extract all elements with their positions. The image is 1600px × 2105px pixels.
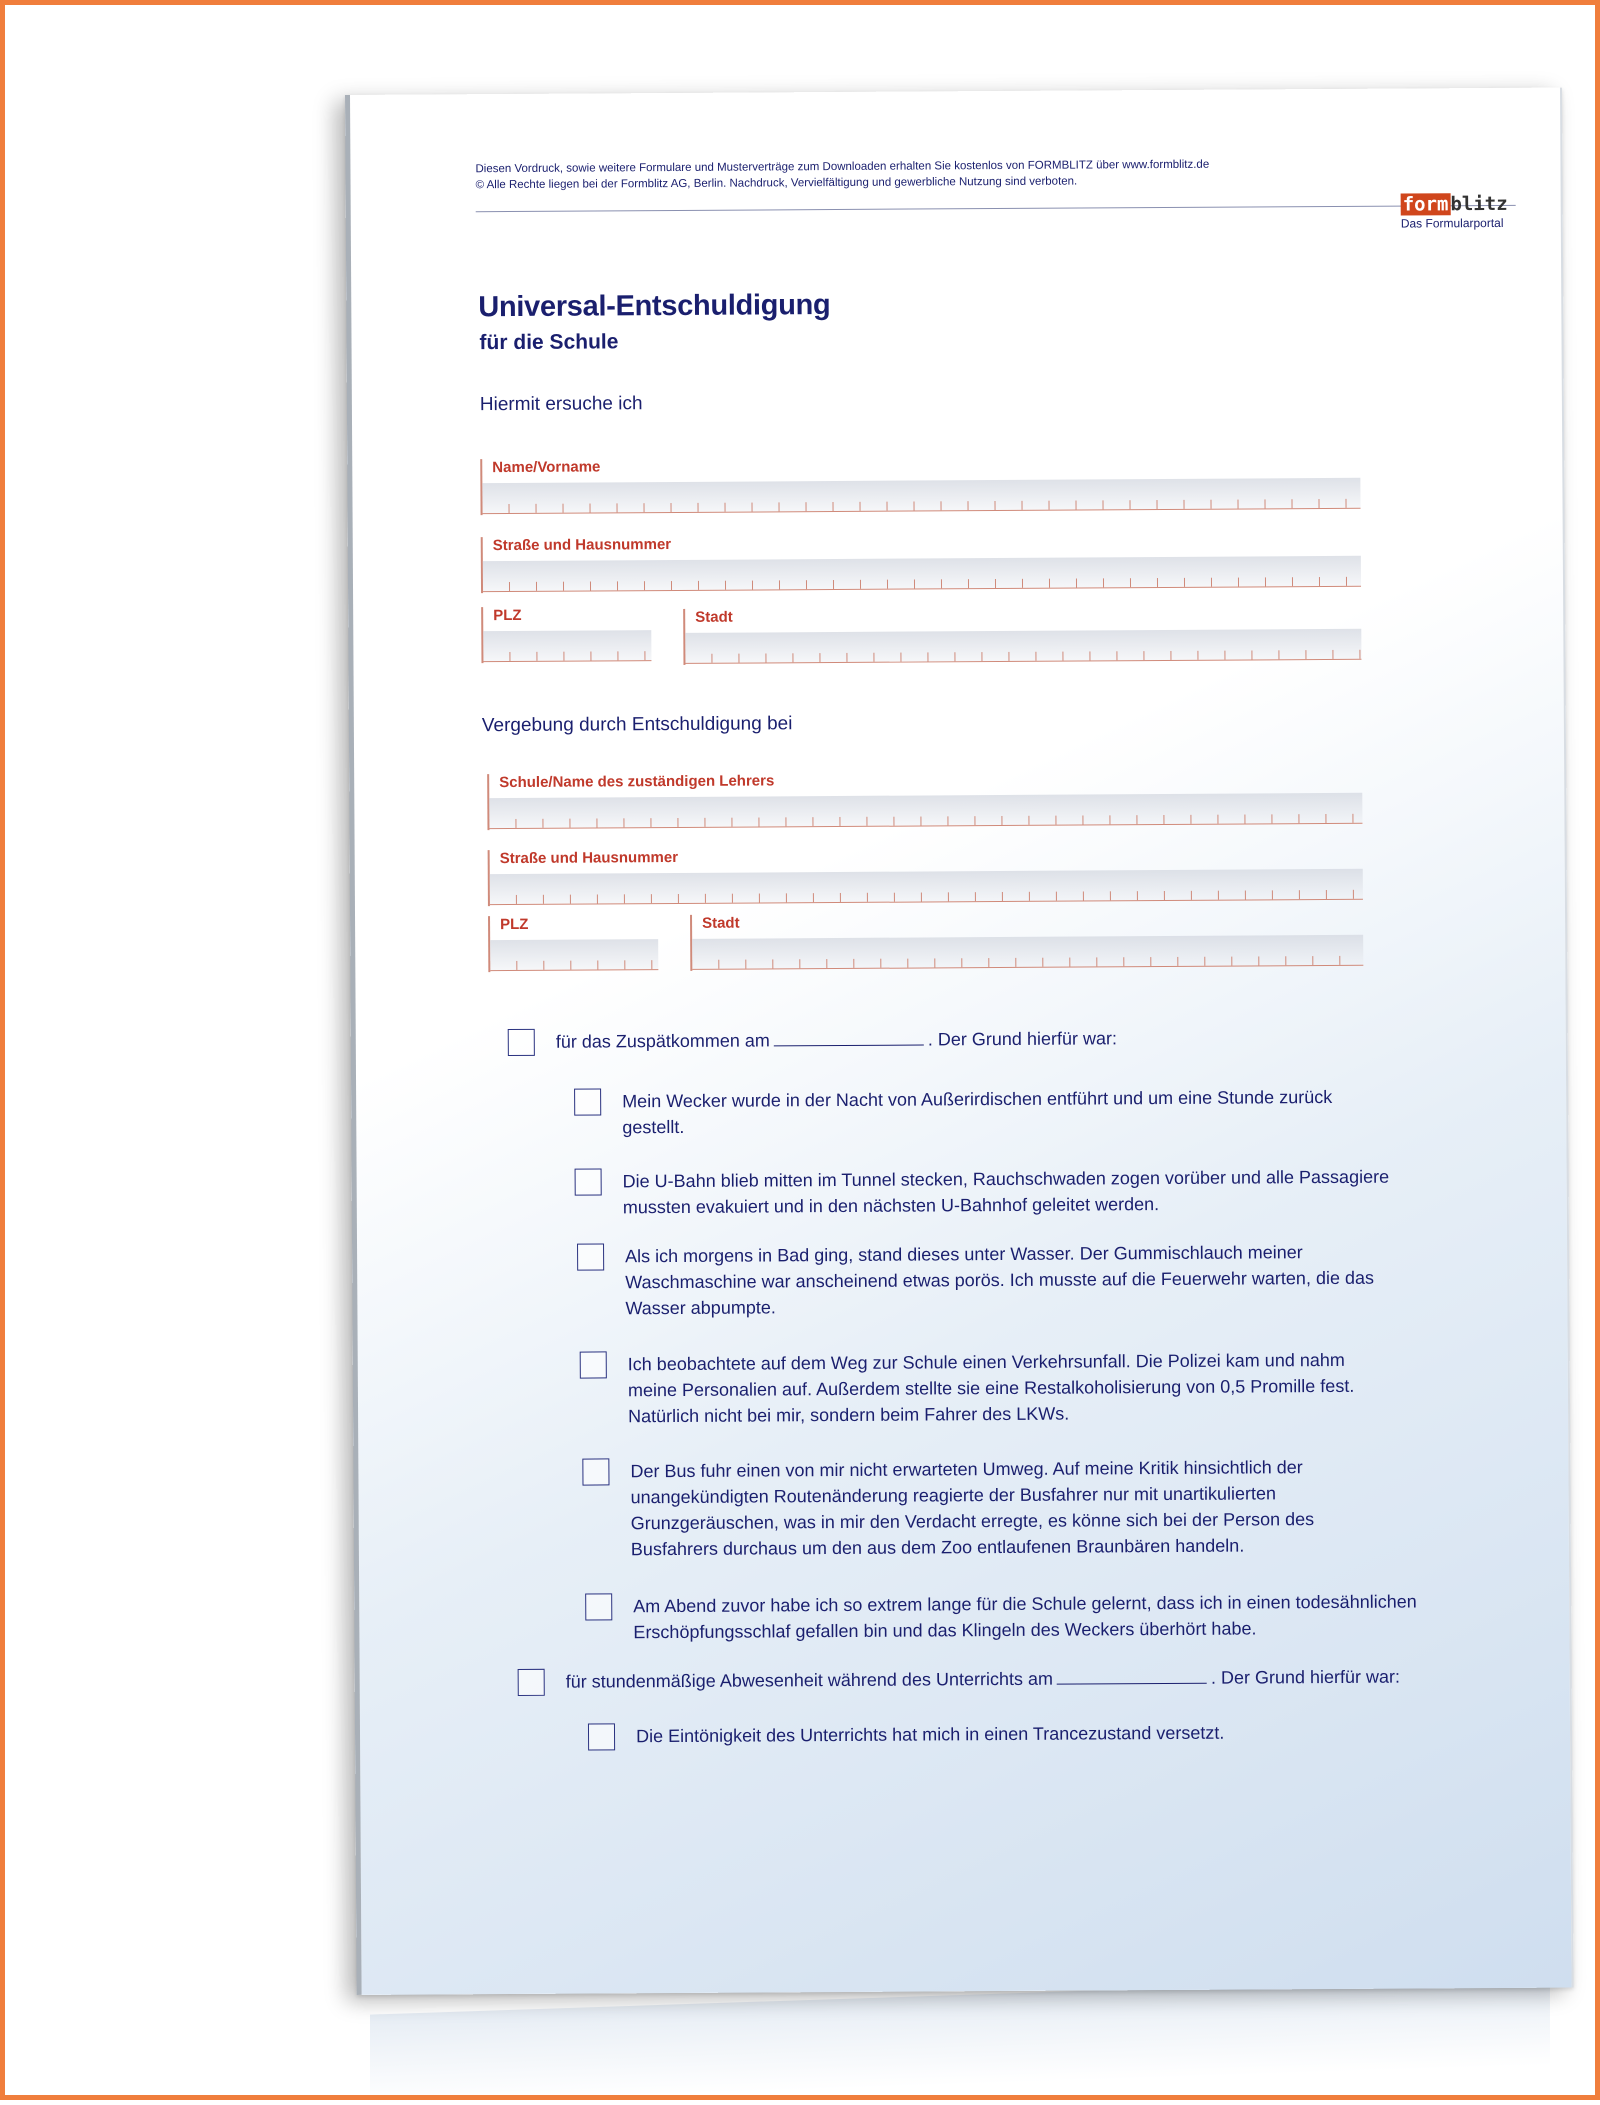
recipient-zip-label: PLZ [500, 915, 529, 934]
copyright-header [475, 157, 1245, 194]
recipient-street-field[interactable] [488, 845, 1363, 906]
reason-checkbox[interactable] [574, 1088, 601, 1115]
reason-text: Am Abend zuvor habe ich so extrem lange für die Schule gelernt, dass ich in einen todesähnlichen Erschöpfungsschlaf gefallen bin und das Klingeln des Weckers überhört habe. [633, 1591, 1417, 1643]
reason-text: Der Bus fuhr einen von mir nicht erwarteten Umweg. Auf meine Kritik hinsichtlich der unangekündigten Routenänderung reagierte der Busfahrer nur mit unartikulierten Grunzgeräuschen, was in mir den Verdacht erregte, es könne sich bei der Person des Busfahrers durchaus um den aus dem Zoo entlaufenen Braunbären handeln. [630, 1457, 1315, 1560]
reason-item[interactable] [585, 1588, 1425, 1653]
absence-date-blank[interactable] [1057, 1667, 1207, 1685]
document-subtitle: für die Schule [479, 330, 619, 355]
sender-name-label: Name/Vorname [492, 458, 601, 477]
sender-city-field[interactable] [683, 605, 1361, 665]
absence-label-suffix: . Der Grund hierfür war: [1210, 1666, 1401, 1688]
header-divider [476, 205, 1516, 212]
reason-text: Die U-Bahn blieb mitten im Tunnel stecken, Rauchschwaden zogen vorüber und alle Passagiere mussten evakuiert und in den nächsten U-Bahnhof geleitet werden. [622, 1166, 1390, 1218]
sender-street-input[interactable] [483, 556, 1361, 592]
recipient-zip-field[interactable] [488, 915, 658, 972]
reason-text: Als ich morgens in Bad ging, stand dieses unter Wasser. Der Gummischlauch meiner Waschmaschine war anscheinend etwas porös. Ich musste auf die Feuerwehr warten, die das Wasser abpumpte. [625, 1242, 1375, 1319]
reason-item[interactable] [588, 1719, 1408, 1759]
late-label: für das Zuspätkommen am [555, 1030, 770, 1052]
sender-street-label: Straße und Hausnummer [492, 536, 672, 555]
sender-city-input[interactable] [685, 629, 1361, 664]
recipient-city-input[interactable] [692, 935, 1363, 970]
sender-name-input[interactable] [482, 478, 1360, 514]
recipient-city-label: Stadt [702, 914, 740, 932]
reason-text: Ich beobachtete auf dem Weg zur Schule einen Verkehrsunfall. Die Polizei kam und nahm meine Personalien auf. Außerdem stellte sie eine Restalkoholisierung von 0,5 Promille fest. Natürlich nicht bei mir, sondern beim Fahrer des LKWs. [627, 1349, 1355, 1427]
reason-checkbox[interactable] [585, 1593, 612, 1620]
header-line-1: Diesen Vordruck, sowie weitere Formulare und Musterverträge zum Downloaden erhalten Sie kostenlos von FORMBLITZ über www.formblitz.de [475, 158, 1210, 176]
reason-checkbox[interactable] [582, 1458, 609, 1485]
recipient-school-input[interactable] [489, 793, 1362, 829]
late-date-blank[interactable] [774, 1028, 924, 1046]
recipient-intro: Vergebung durch Entschuldigung bei [481, 713, 793, 737]
reason-checkbox[interactable] [575, 1168, 602, 1195]
recipient-school-field[interactable] [487, 769, 1362, 830]
recipient-street-label: Straße und Hausnummer [499, 848, 679, 868]
absence-label: für stundenmäßige Abwesenheit während des Unterrichts am [565, 1668, 1054, 1692]
sender-intro: Hiermit ersuche ich [479, 393, 643, 416]
sender-zip-label: PLZ [493, 606, 522, 625]
recipient-zip-input[interactable] [490, 939, 658, 971]
sender-zip-input[interactable] [483, 630, 651, 662]
reason-checkbox[interactable] [588, 1723, 615, 1750]
logo-blitz-text: blitz [1450, 192, 1508, 216]
sender-name-field[interactable] [480, 454, 1360, 515]
late-label-suffix: . Der Grund hierfür war: [927, 1028, 1117, 1050]
late-option[interactable] [508, 1024, 1408, 1059]
recipient-city-field[interactable] [690, 911, 1363, 971]
logo-tagline: Das Formularportal [1400, 215, 1504, 231]
absence-checkbox[interactable] [518, 1669, 545, 1696]
reason-checkbox[interactable] [577, 1243, 604, 1270]
reason-text: Die Eintönigkeit des Unterrichts hat mich in einen Trancezustand versetzt. [635, 1722, 1225, 1747]
formblitz-logo [1401, 193, 1508, 231]
sender-street-field[interactable] [481, 532, 1361, 593]
absence-option[interactable] [518, 1663, 1518, 1699]
reason-item[interactable] [580, 1347, 1401, 1437]
document-page [345, 88, 1574, 1995]
reason-item[interactable] [575, 1164, 1395, 1229]
sender-city-label: Stadt [695, 608, 733, 626]
sender-zip-field[interactable] [481, 606, 651, 663]
reason-text: Mein Wecker wurde in der Nacht von Außerirdischen entführt und um eine Stunde zurück gestellt. [622, 1086, 1333, 1138]
recipient-street-input[interactable] [490, 869, 1363, 905]
header-line-2: © Alle Rechte liegen bei der Formblitz AG, Berlin. Nachdruck, Vervielfältigung und gewerbliche Nutzung sind verboten. [475, 175, 1078, 192]
page-reflection [370, 1975, 1550, 2104]
reason-item[interactable] [574, 1084, 1394, 1149]
reason-checkbox[interactable] [580, 1351, 607, 1378]
document-title: Universal-Entschuldigung [478, 289, 831, 324]
reason-item[interactable] [577, 1239, 1398, 1329]
late-checkbox[interactable] [508, 1029, 535, 1056]
reason-item[interactable] [582, 1454, 1403, 1569]
logo-form-text: form [1402, 193, 1449, 216]
recipient-school-label: Schule/Name des zuständigen Lehrers [499, 772, 775, 792]
